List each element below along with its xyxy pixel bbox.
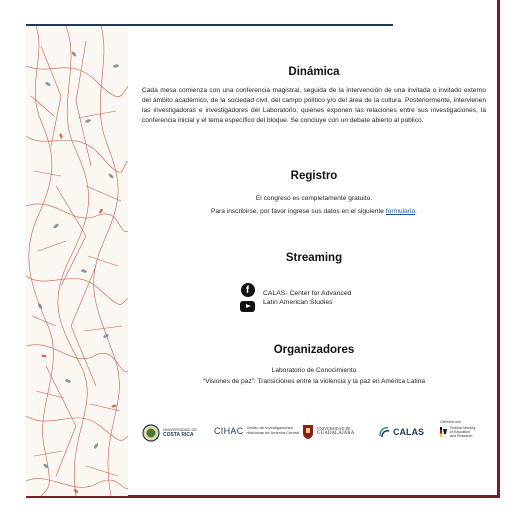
german-flag-icon [440, 427, 448, 437]
udg-line-2: GUADALAJARA [317, 431, 355, 436]
main-content [134, 26, 494, 494]
streaming-label-line-1: CALAS- Center for Advanced [263, 289, 352, 297]
youtube-icon[interactable] [240, 301, 255, 312]
streaming-label-line-2: Latin American Studies [263, 298, 333, 306]
cihac-line-2: Históricas de América Central [246, 430, 300, 435]
ucr-line-2: COSTA RICA [163, 432, 194, 438]
registro-line-2-prefix: Para inscribirse, por favor ingrese sus datos en el siguiente [210, 208, 384, 215]
organizadores-line-1: Laboratorio de Conocimiento [271, 367, 357, 374]
cihac-logo [214, 426, 299, 436]
bmbf-line-3: and Research [450, 433, 473, 438]
streaming-heading: Streaming [285, 252, 343, 264]
bmbf-line-1: Federal Ministry [450, 425, 476, 430]
ucr-logo [142, 424, 197, 442]
facebook-icon[interactable]: f [241, 283, 255, 297]
organizadores-line-2: “Visiones de paz”: Transiciones entre la violencia y la paz en América Latina [203, 378, 425, 385]
udg-logo [302, 424, 354, 440]
cihac-name: CIHAC [214, 426, 244, 436]
dinamica-text: Cada mesa comienza con una conferencia magistral, seguida de la intervención de una invitada o invitado externo del ámbito académico, de la sociedad civil, del campo político y/o del área de la cultura. Posteriormente, intervienen las investigadoras e investigadores del Laboratorio, quienes exponen las relaciones entre sus investigaciones, la conferencia inicial y el tema específico del bloque. Se concluye con un debate abierto al público. [142, 87, 486, 124]
registro-line-1: El congreso es completamente gratuito. [255, 195, 373, 202]
calas-name: CALAS [393, 427, 424, 437]
ucr-line-1: UNIVERSIDAD DE [163, 427, 198, 433]
registro-heading: Registro [290, 170, 338, 182]
udg-line-1: UNIVERSIDAD DE [317, 426, 351, 432]
frame-right-border [497, 0, 500, 498]
bmbf-line-2: of Education [450, 429, 470, 434]
calas-logo [378, 426, 424, 438]
formulario-link[interactable]: formulario [385, 208, 416, 215]
calas-mark-icon [378, 426, 390, 438]
streaming-links [240, 283, 351, 312]
organizadores-heading: Organizadores [273, 344, 355, 356]
cihac-line-1: Centro de Investigaciones [246, 425, 293, 431]
registro-line-2 [142, 207, 486, 217]
sponsor-logos [134, 418, 494, 448]
udg-crest-icon [302, 424, 314, 440]
decorative-pattern [26, 26, 128, 496]
bmbf-logo [440, 420, 476, 438]
ucr-seal-icon [142, 424, 160, 442]
registro-line-2-suffix: . [415, 208, 417, 215]
bmbf-line-0: Gefördert vom [440, 420, 462, 424]
streaming-channel-label [263, 289, 351, 307]
dinamica-heading: Dinámica [288, 66, 340, 78]
streaming-icons [240, 283, 255, 312]
